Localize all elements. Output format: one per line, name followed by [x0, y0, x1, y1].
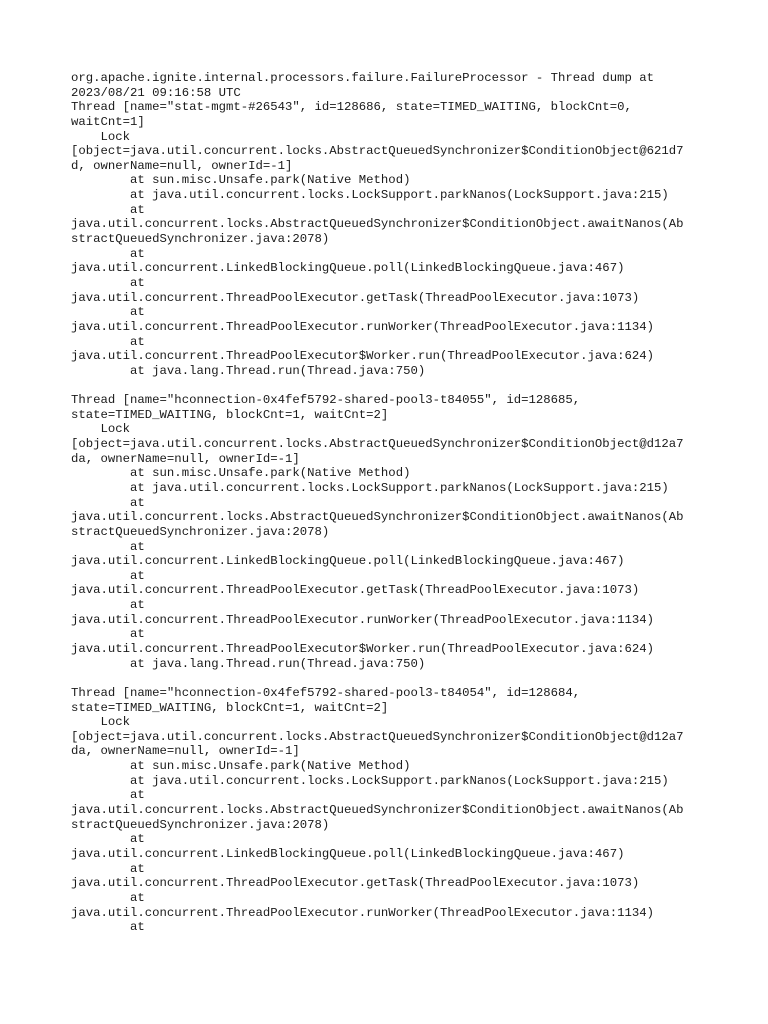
log-line: at [71, 890, 145, 905]
log-line: at [71, 788, 145, 803]
blank-line [71, 671, 731, 686]
log-line: java.util.concurrent.LinkedBlockingQueue.poll(LinkedBlockingQueue.java:467) [71, 554, 625, 569]
log-line: at java.lang.Thread.run(Thread.java:750) [71, 656, 426, 671]
log-line: Lock [71, 422, 131, 437]
log-line: java.util.concurrent.ThreadPoolExecutor.runWorker(ThreadPoolExecutor.java:1134) [71, 319, 654, 334]
log-line: Lock [71, 715, 131, 730]
log-line: at [71, 246, 145, 261]
log-line: [object=java.util.concurrent.locks.AbstractQueuedSynchronizer$ConditionObject@d12a7 [71, 729, 684, 744]
log-line: stractQueuedSynchronizer.java:2078) [71, 524, 330, 539]
log-line: Thread [name="hconnection-0x4fef5792-shared-pool3-t84055", id=128685, [71, 393, 581, 408]
log-line: java.util.concurrent.ThreadPoolExecutor$Worker.run(ThreadPoolExecutor.java:624) [71, 641, 654, 656]
log-line: at [71, 598, 145, 613]
log-line: at sun.misc.Unsafe.park(Native Method) [71, 759, 411, 774]
log-line: java.util.concurrent.locks.AbstractQueuedSynchronizer$ConditionObject.awaitNanos(Ab [71, 510, 684, 525]
log-line: state=TIMED_WAITING, blockCnt=1, waitCnt=2] [71, 700, 389, 715]
log-line: at [71, 305, 145, 320]
log-line: at [71, 920, 145, 935]
log-line: Thread [name="hconnection-0x4fef5792-shared-pool3-t84054", id=128684, [71, 685, 581, 700]
log-line: 2023/08/21 09:16:58 UTC [71, 85, 241, 100]
log-line: org.apache.ignite.internal.processors.failure.FailureProcessor - Thread dump at [71, 71, 654, 85]
thread-dump-document [71, 71, 731, 935]
log-line: d, ownerName=null, ownerId=-1] [71, 158, 293, 173]
thread-dump-text [71, 71, 731, 935]
log-line: java.util.concurrent.ThreadPoolExecutor.getTask(ThreadPoolExecutor.java:1073) [71, 290, 640, 305]
log-line: java.util.concurrent.LinkedBlockingQueue.poll(LinkedBlockingQueue.java:467) [71, 846, 625, 861]
log-line: Lock [71, 129, 131, 144]
log-line: java.util.concurrent.ThreadPoolExecutor.runWorker(ThreadPoolExecutor.java:1134) [71, 905, 654, 920]
log-line: Thread [name="stat-mgmt-#26543", id=128686, state=TIMED_WAITING, blockCnt=0, [71, 100, 632, 115]
log-line: [object=java.util.concurrent.locks.AbstractQueuedSynchronizer$ConditionObject@621d7 [71, 144, 684, 159]
log-line: java.util.concurrent.ThreadPoolExecutor.getTask(ThreadPoolExecutor.java:1073) [71, 876, 640, 891]
log-line: at java.lang.Thread.run(Thread.java:750) [71, 363, 426, 378]
log-line: [object=java.util.concurrent.locks.AbstractQueuedSynchronizer$ConditionObject@d12a7 [71, 437, 684, 452]
log-line: state=TIMED_WAITING, blockCnt=1, waitCnt=2] [71, 407, 389, 422]
log-line: at [71, 861, 145, 876]
log-line: da, ownerName=null, ownerId=-1] [71, 451, 300, 466]
log-line: java.util.concurrent.LinkedBlockingQueue.poll(LinkedBlockingQueue.java:467) [71, 261, 625, 276]
log-line: at [71, 568, 145, 583]
log-line: java.util.concurrent.ThreadPoolExecutor.getTask(ThreadPoolExecutor.java:1073) [71, 583, 640, 598]
log-line: at [71, 334, 145, 349]
log-line: at sun.misc.Unsafe.park(Native Method) [71, 173, 411, 188]
log-line: java.util.concurrent.locks.AbstractQueuedSynchronizer$ConditionObject.awaitNanos(Ab [71, 803, 684, 818]
log-line: at [71, 275, 145, 290]
log-line: at sun.misc.Unsafe.park(Native Method) [71, 466, 411, 481]
log-line: at [71, 539, 145, 554]
log-line: java.util.concurrent.ThreadPoolExecutor.runWorker(ThreadPoolExecutor.java:1134) [71, 612, 654, 627]
log-line: da, ownerName=null, ownerId=-1] [71, 744, 300, 759]
log-line: at [71, 627, 145, 642]
log-line: stractQueuedSynchronizer.java:2078) [71, 232, 330, 247]
log-line: waitCnt=1] [71, 114, 145, 129]
log-line: at java.util.concurrent.locks.LockSupport.parkNanos(LockSupport.java:215) [71, 480, 669, 495]
log-line: stractQueuedSynchronizer.java:2078) [71, 817, 330, 832]
log-line: at java.util.concurrent.locks.LockSupport.parkNanos(LockSupport.java:215) [71, 773, 669, 788]
log-line: java.util.concurrent.ThreadPoolExecutor$Worker.run(ThreadPoolExecutor.java:624) [71, 349, 654, 364]
log-line: java.util.concurrent.locks.AbstractQueuedSynchronizer$ConditionObject.awaitNanos(Ab [71, 217, 684, 232]
log-line: at [71, 832, 145, 847]
log-line: at java.util.concurrent.locks.LockSupport.parkNanos(LockSupport.java:215) [71, 188, 669, 203]
blank-line [71, 378, 731, 393]
log-line: at [71, 202, 145, 217]
log-line: at [71, 495, 145, 510]
